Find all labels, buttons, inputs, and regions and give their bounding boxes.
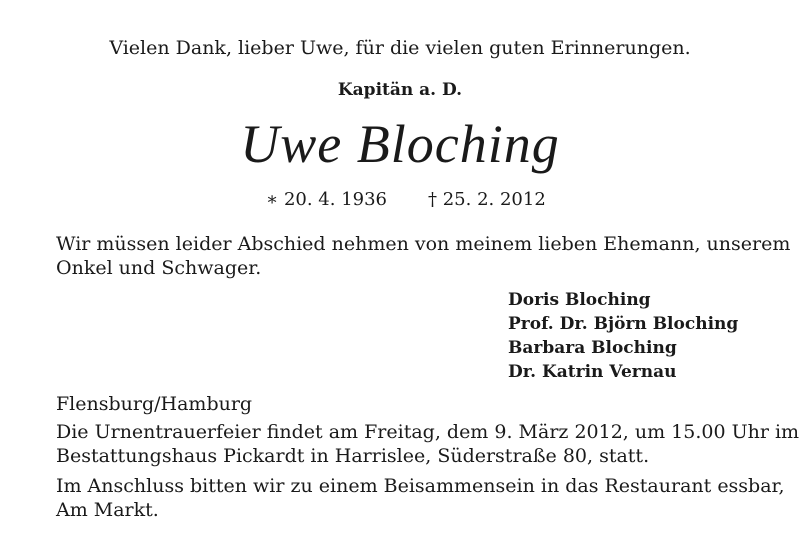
- place-text: Flensburg/Hamburg: [56, 393, 253, 415]
- announcement-line-1: Wir müssen leider Abschied nehmen von meinem lieben Ehemann, unserem: [56, 233, 791, 255]
- signers-list: [508, 288, 738, 384]
- signer-name: Prof. Dr. Björn Bloching: [508, 314, 739, 334]
- deceased-name: Uwe Bloching: [240, 114, 560, 174]
- dedication-text: Vielen Dank, lieber Uwe, für die vielen guten Erinnerungen.: [109, 37, 691, 59]
- gathering-line-1: Im Anschluss bitten wir zu einem Beisammensein in das Restaurant essbar,: [56, 475, 785, 497]
- signer-name: Dr. Katrin Vernau: [508, 362, 677, 382]
- rank-title: Kapitän a. D.: [337, 80, 463, 100]
- death-date: † 25. 2. 2012: [428, 189, 546, 210]
- announcement-line-2: Onkel und Schwager.: [56, 257, 262, 279]
- birth-date: ∗ 20. 4. 1936: [266, 189, 388, 210]
- ceremony-line-1: Die Urnentrauerfeier findet am Freitag, dem 9. März 2012, um 15.00 Uhr im: [56, 421, 800, 443]
- signer-name: Doris Bloching: [508, 290, 651, 310]
- signer-name: Barbara Bloching: [508, 338, 677, 358]
- ceremony-line-2: Bestattungshaus Pickardt in Harrislee, Süderstraße 80, statt.: [56, 445, 650, 467]
- gathering-line-2: Am Markt.: [56, 499, 159, 521]
